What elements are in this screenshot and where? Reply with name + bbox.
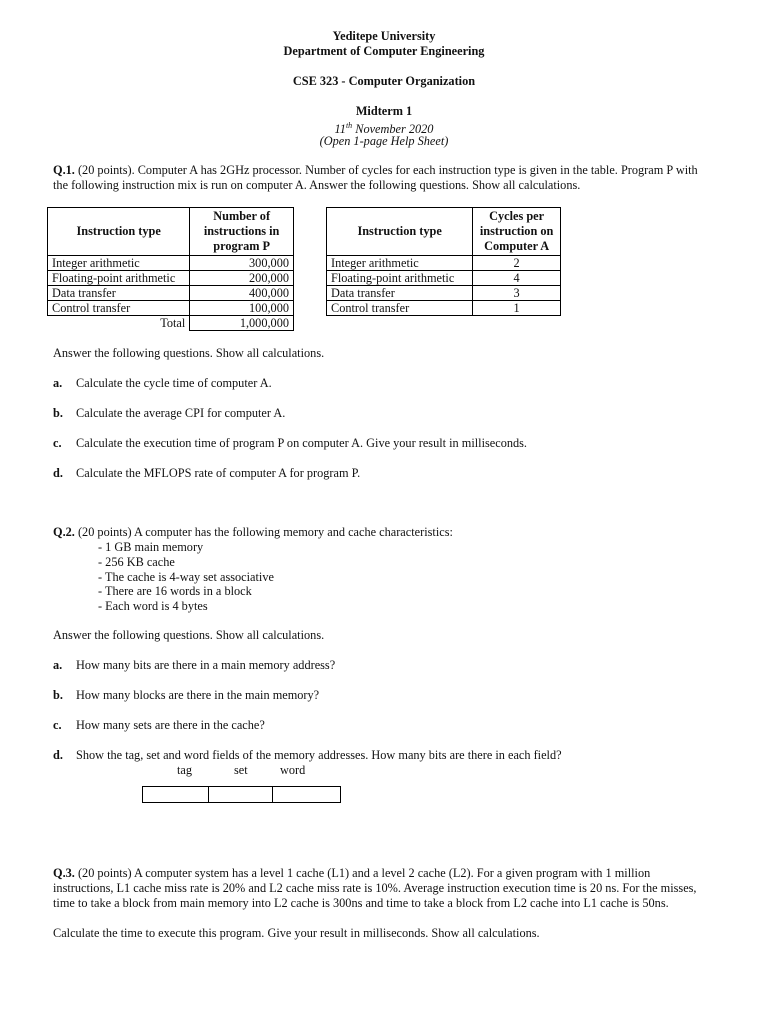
field-label-set: set xyxy=(234,763,248,777)
table-row: Floating-point arithmetic 4 xyxy=(327,271,561,286)
university-name: Yeditepe University xyxy=(332,29,436,43)
q3-instruction: Calculate the time to execute this program. Give your result in milliseconds. Show all calculations. xyxy=(53,926,540,940)
tag-field-box[interactable] xyxy=(142,786,209,803)
table-row: Data transfer 3 xyxy=(327,286,561,301)
word-field-box[interactable] xyxy=(272,786,341,803)
q2-instruction: Answer the following questions. Show all calculations. xyxy=(53,628,325,642)
table-header-row xyxy=(48,208,294,256)
field-label-word: word xyxy=(280,763,306,777)
table-row: Floating-point arithmetic 200,000 xyxy=(48,271,294,286)
table-row: Control transfer 1 xyxy=(327,301,561,316)
q3-statement: Q.3. (20 points) A computer system has a level 1 cache (L1) and a level 2 cache (L2). For a given program with 1 million instructions, L1 cache miss rate is 20% and L2 cache miss rate is 10%. Average instruction execution time is 20 ns. For the misses, time to take a block from main memory into L2 cache is 300ns and time to take a block from L2 cache into L1 cache is 50ns. xyxy=(53,866,697,910)
q2-item: - The cache is 4-way set associative xyxy=(98,570,274,584)
course-title: CSE 323 - Computer Organization xyxy=(292,74,476,88)
table-header-row xyxy=(327,208,561,256)
q1-statement: Q.1. (20 points). Computer A has 2GHz processor. Number of cycles for each instruction type is given in the table. Program P with the following instruction mix is run on computer A. Answer the following questions. Show all calculations. xyxy=(53,163,698,192)
table-row: Control transfer 100,000 xyxy=(48,301,294,316)
q2-statement: Q.2. (20 points) A computer has the following memory and cache characteristics: xyxy=(53,525,453,539)
exam-date: 11th November 2020 xyxy=(334,121,434,137)
instruction-count-table xyxy=(47,207,294,331)
q2-item: - Each word is 4 bytes xyxy=(98,599,208,613)
department-name: Department of Computer Engineering xyxy=(283,44,485,58)
field-label-tag: tag xyxy=(177,763,193,777)
q2-item: - 1 GB main memory xyxy=(98,540,204,554)
table-row: Integer arithmetic 300,000 xyxy=(48,256,294,271)
q2-item: - There are 16 words in a block xyxy=(98,584,252,598)
q2-item: - 256 KB cache xyxy=(98,555,175,569)
header-instruction-count: Number of instructions in program P xyxy=(190,208,294,256)
exam-note: (Open 1-page Help Sheet) xyxy=(319,134,449,148)
table-total-row: Total 1,000,000 xyxy=(48,316,294,331)
header-instruction-type: Instruction type xyxy=(327,208,473,256)
table-row: Integer arithmetic 2 xyxy=(327,256,561,271)
exam-title: Midterm 1 xyxy=(355,104,413,118)
header-cycles-per-instruction: Cycles per instruction on Computer A xyxy=(473,208,561,256)
header-instruction-type: Instruction type xyxy=(48,208,190,256)
set-field-box[interactable] xyxy=(208,786,273,803)
q1-instruction: Answer the following questions. Show all calculations. xyxy=(53,346,325,360)
cycles-per-instruction-table xyxy=(326,207,561,316)
table-row: Data transfer 400,000 xyxy=(48,286,294,301)
